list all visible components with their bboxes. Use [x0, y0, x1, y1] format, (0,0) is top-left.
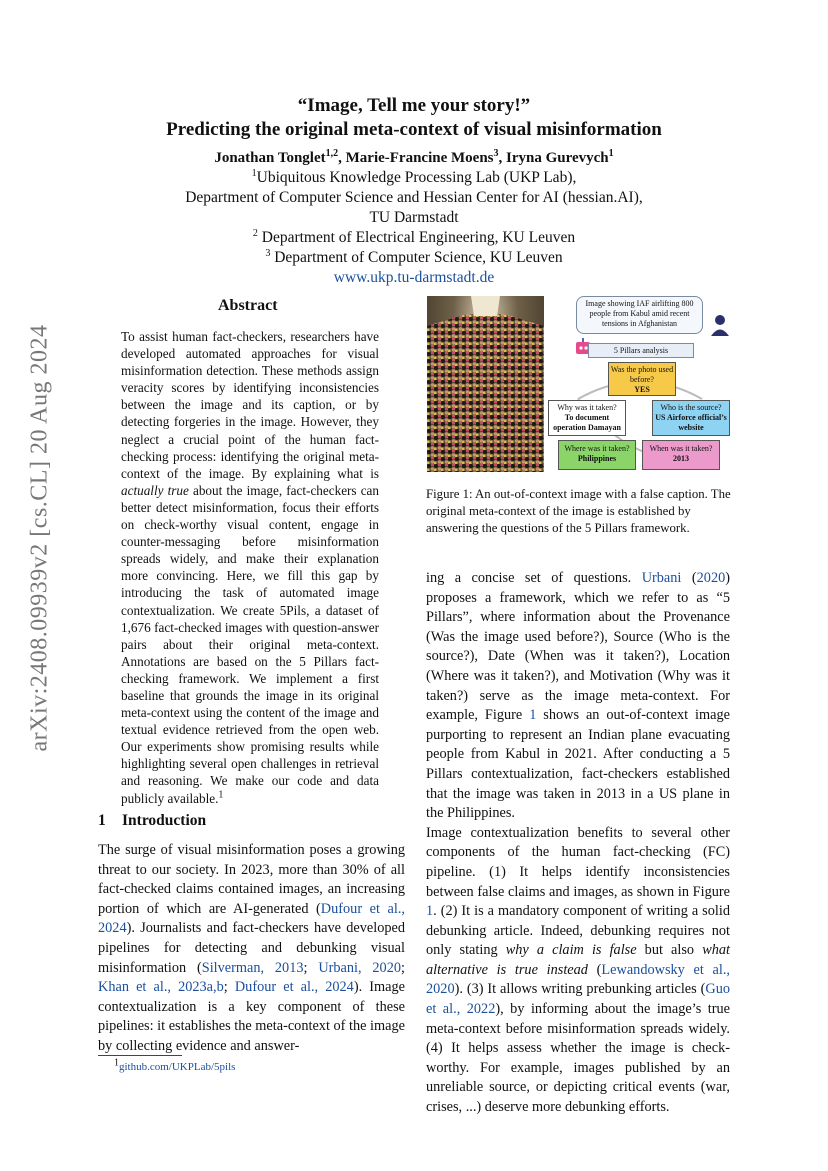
citation-link[interactable]: Silverman, 2013	[201, 959, 304, 976]
lab-url-link[interactable]: www.ukp.tu-darmstadt.de	[333, 269, 495, 286]
pillar-location: Where was it taken? Philippines	[558, 440, 636, 470]
footnote-rule	[98, 1055, 182, 1056]
affiliation-line: $^3$ Department of Computer Science, KU Leuven	[265, 247, 563, 266]
footnote: $^1$github.com/UKPLab/5pils	[114, 1057, 236, 1073]
citation-link[interactable]: Urbani, 2020	[318, 959, 402, 976]
abstract-heading: Abstract	[218, 297, 278, 314]
paper-title: “Image, Tell me your story!” Predicting the original meta-context of visual misinformation	[166, 95, 662, 140]
author-name: Marie-Francine Moens	[345, 150, 494, 166]
citation-link[interactable]: Urbani	[641, 570, 682, 586]
affiliation-line: $^1$Ubiquitous Knowledge Processing Lab (UKP Lab),	[251, 167, 577, 186]
abstract-text: To assist human fact-checkers, researchers have developed automated approaches for visual misinformation detection. These methods assign veracity scores by identifying inconsistencies between the image and its caption, or by detecting forgeries in the image. However, they neglect a crucial point of the human fact-checking process: identifying the original meta-context of the image. By explaining what is actually true about the image, fact-checkers can better detect misinformation, focus their efforts on check-worthy visual content, engage in counter-messaging before misinformation spreads widely, and make their explanation more convincing. Here, we fill this gap by introducing the task of automated image contextualization. We create 5Pils, a dataset of 1,676 fact-checked images with question-answer pairs about their original meta-context. Annotations are based on the 5 Pillars fact-checking framework. We implement a first baseline that grounds the image in its original meta-context using the content of the image and textual evidence retrieved from the open web. Our experiments show promising results while highlighting several open challenges in retrieval and reasoning. We make our code and data publicly available.$^1$	[121, 329, 379, 806]
paper-header	[0, 94, 828, 288]
intro-continuation: ing a concise set of questions. Urbani (2020) proposes a framework, which we refer to as “5 Pillars”, where information about the Provenance (Was the image used before?), Source (Who is the source?), Date (When was it taken?), Location (Where was it taken?), and Motivation (Why was it taken?) serve as the image meta-context. For example, Figure 1 shows an out-of-context image purporting to represent an Indian plane evacuating people from Kabul in 2021. After conducting a 5 Pillars contextualization, fact-checkers established that the image was taken in 2013 in a US plane in the Philippines. Image contextualization benefits to several other components of the human fact-checking (FC) pipeline. (1) It helps identify inconsistencies between false claims and images, as shown in Figure 1. (2) It is a mandatory component of writing a solid debunking article. Indeed, debunking requires not only stating why a claim is false but also what alternative is true instead (Lewandowsky et al., 2020). (3) It allows writing prebunking articles (Guo et al., 2022), by informing about the image’s true meta-context before misinformation spreads widely. (4) It helps assess whether the image is check-worthy. For example, images published by an unreliable source, or depicting critical events (war, crises, ...) deserve more debunking efforts.	[426, 570, 731, 1116]
crowd-photo	[427, 296, 544, 472]
footnote-link[interactable]: github.com/UKPLab/5pils	[119, 1061, 236, 1073]
affiliation-line: Department of Computer Science and Hessian Center for AI (hessian.AI),	[185, 189, 643, 206]
pillar-motivation: Why was it taken? To document operation Damayan	[548, 400, 626, 436]
speech-bubble: Image showing IAF airlifting 800 people from Kabul amid recent tensions in Afghanistan	[576, 296, 703, 334]
figure-caption: Figure 1: An out-of-context image with a false caption. The original meta-context of the image is established by answering the questions of the 5 Pillars framework.	[426, 487, 731, 535]
crowd-photo-illustration	[427, 296, 544, 472]
citation-link[interactable]: 2020	[696, 570, 726, 586]
citation-link[interactable]: Guo et al., 2022	[426, 981, 730, 1018]
author-list: Jonathan Tonglet$^{1,2}$, Marie-Francine Moens$^3$, Iryna Gurevych$^1$	[214, 148, 614, 166]
citation-link[interactable]: Khan et al., 2023a,b	[98, 979, 224, 996]
author-name: Jonathan Tonglet	[214, 150, 326, 166]
five-pillars-diagram	[548, 294, 732, 474]
figure-reference-link[interactable]: 1	[426, 903, 434, 920]
analysis-label: 5 Pillars analysis	[588, 343, 694, 358]
intro-paragraph: The surge of visual misinformation poses a growing threat to our society. In 2023, more than 30% of all fact-checked claims contained images, an increasing portion of which are AI-generated (Dufour et al., 2024). Journalists and fact-checkers have developed pipelines for detecting and debunking visual misinformation (Silverman, 2013; Urbani, 2020; Khan et al., 2023a,b; Dufour et al., 2024). Image contextualization is a key component of these pipelines: it establishes the meta-context of the image by collecting evidence and answer-	[98, 842, 406, 1054]
affiliation-line: $^2$ Department of Electrical Engineering, KU Leuven	[252, 227, 576, 246]
author-name: Iryna Gurevych	[506, 150, 609, 166]
pillar-date: When was it taken? 2013	[642, 440, 720, 470]
figure-reference-link[interactable]: 1	[529, 707, 537, 724]
person-icon	[700, 310, 730, 336]
pillar-provenance: Was the photo used before? YES	[608, 362, 676, 396]
affiliation-line: TU Darmstadt	[369, 209, 459, 226]
pillar-source: Who is the source? US Airforce official’s website	[652, 400, 730, 436]
citation-link[interactable]: Dufour et al., 2024	[98, 900, 405, 937]
citation-link[interactable]: Lewandowsky et al., 2020	[426, 961, 731, 998]
arxiv-identifier: arXiv:2408.09939v2 [cs.CL] 20 Aug 2024	[26, 324, 53, 752]
section-heading-introduction: 1 Introduction	[98, 812, 207, 829]
citation-link[interactable]: Dufour et al., 2024	[234, 979, 354, 996]
footnote-marker[interactable]: 1	[218, 789, 224, 801]
